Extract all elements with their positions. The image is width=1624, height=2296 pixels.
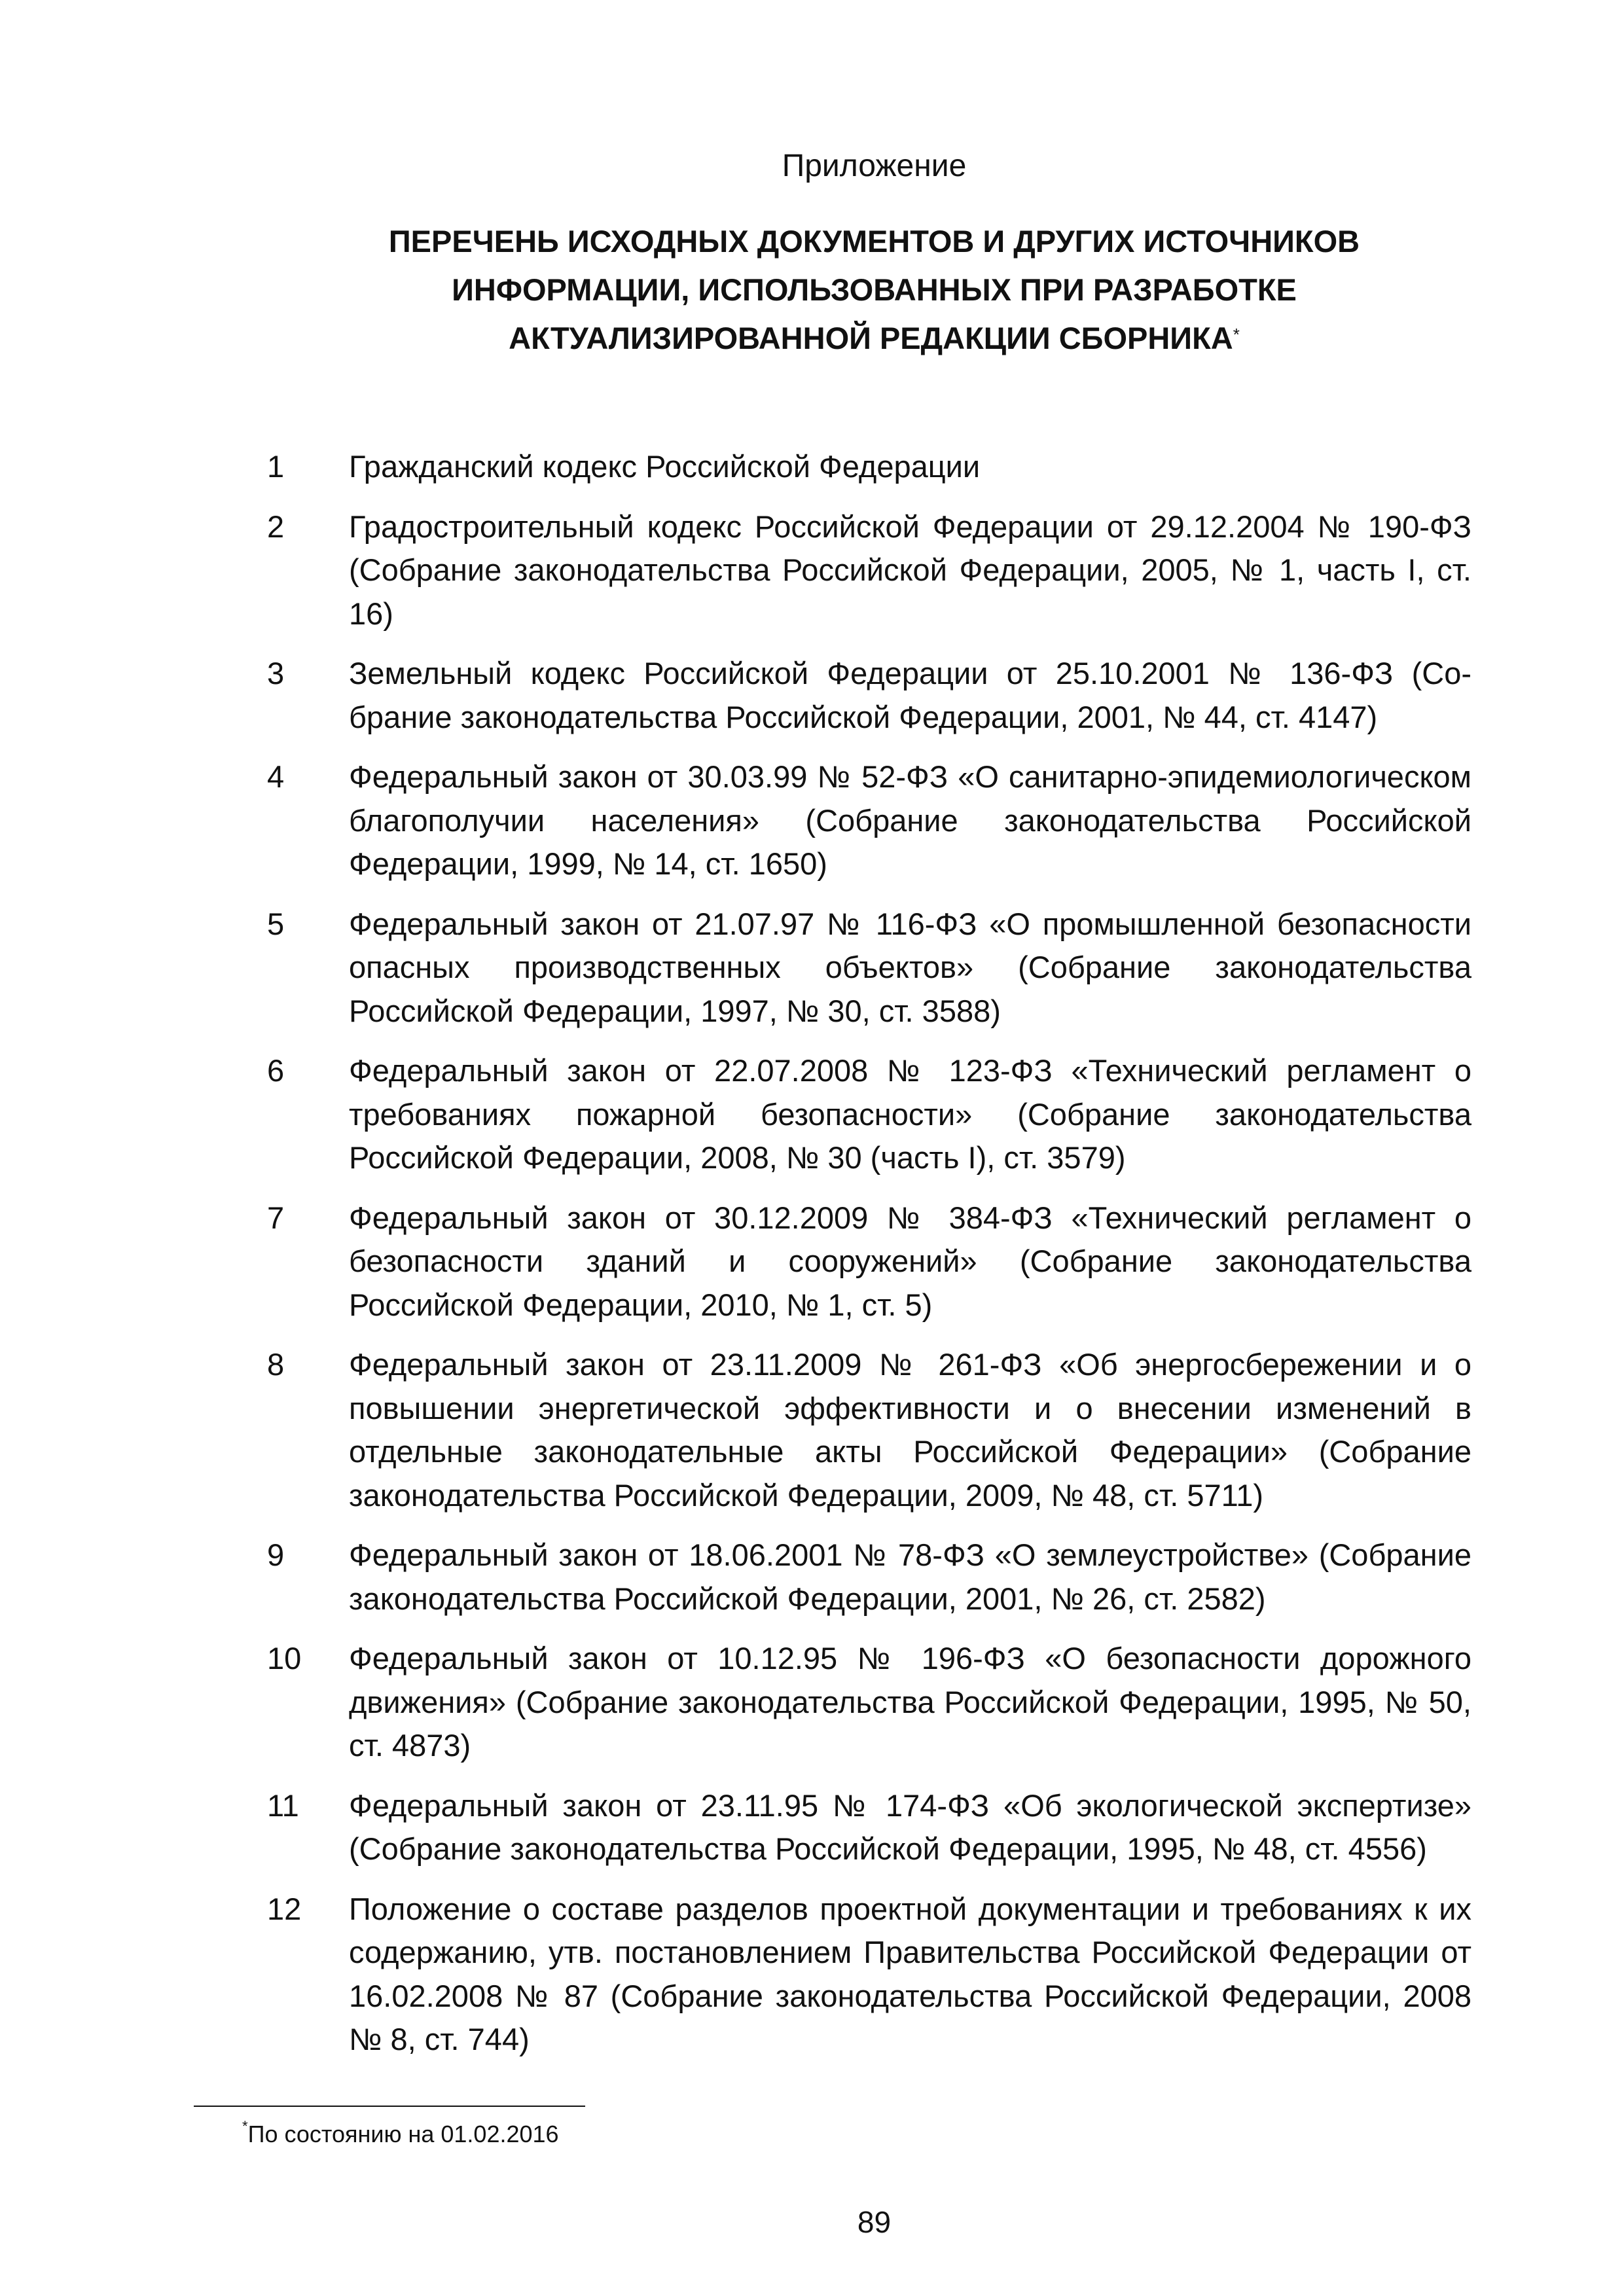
footnote-divider <box>194 2106 585 2107</box>
list-item-number: 9 <box>267 1537 285 1572</box>
list-item <box>267 903 1471 1033</box>
list-item-number: 3 <box>267 656 285 691</box>
footnote-mark: * <box>242 2118 248 2134</box>
footnote-text: По состоянию на 01.02.2016 <box>247 2121 559 2147</box>
title-footnote-mark: * <box>1233 325 1240 344</box>
list-item-number: 5 <box>267 906 285 941</box>
list-item <box>267 1784 1471 1871</box>
list-item-text: Положение о составе разделов проектной документации и требованиях к их содержанию, утв. постановлением Правительства Российской Федерации от 16.02.2008 № 87 (Собрание законодательства Российской Федерации, 2008 № 8, ст. 744) <box>349 1891 1471 2056</box>
list-item-text: Федеральный закон от 10.12.95 № 196-ФЗ «О безопасности дорожного движения» (Собрание законодательства Российской Федерации, 1995, № 50, ст. 4873) <box>349 1641 1471 1763</box>
list-item <box>267 652 1471 739</box>
footnote <box>242 2118 559 2148</box>
list-item-text: Федеральный закон от 23.11.2009 № 261-ФЗ «Об энергосбережении и о повышении энергетической эффективности и о внесении изменений в отдельные законодательные акты Российской Федерации» (Собрание законодательства Российской Федерации, 2009, № 48, ст. 5711) <box>349 1347 1471 1513</box>
list-item-text: Федеральный закон от 22.07.2008 № 123-ФЗ «Технический регламент о требованиях пожарной безопасности» (Собрание законодательства Российской Федерации, 2008, № 30 (часть I), ст. 3579) <box>349 1053 1471 1175</box>
list-item-text: Гражданский кодекс Российской Федерации <box>349 449 981 484</box>
page-number: 89 <box>857 2205 892 2239</box>
title-line-3 <box>124 314 1624 363</box>
list-item-number: 2 <box>267 509 285 544</box>
list-item-number: 6 <box>267 1053 285 1088</box>
list-item <box>267 1049 1471 1180</box>
list-item <box>267 1637 1471 1768</box>
list-item-text: Градостроительный кодекс Российской Федерации от 29.12.2004 № 190-ФЗ (Собрание законодательства Российской Федерации, 2005, № 1, часть I, ст. 16) <box>349 509 1471 631</box>
list-item <box>267 1888 1471 2062</box>
list-item-number: 4 <box>267 759 285 794</box>
list-item <box>267 1196 1471 1327</box>
list-item-text: Федеральный закон от 18.06.2001 № 78-ФЗ «О землеустройстве» (Собрание законодательства Российской Федерации, 2001, № 26, ст. 2582) <box>349 1537 1471 1616</box>
list-item-text: Федеральный закон от 21.07.97 № 116-ФЗ «О промышленной безопасности опасных производственных объектов» (Собрание законодательства Российской Федерации, 1997, № 30, ст. 3588) <box>349 906 1471 1028</box>
list-item <box>267 445 1471 489</box>
list-item-number: 12 <box>267 1891 302 1926</box>
list-item <box>267 505 1471 636</box>
source-list <box>267 445 1471 2078</box>
title-line-1: ПЕРЕЧЕНЬ ИСХОДНЫХ ДОКУМЕНТОВ И ДРУГИХ ИСТОЧНИКОВ <box>388 224 1360 259</box>
list-item-number: 10 <box>267 1641 302 1676</box>
list-item <box>267 1343 1471 1517</box>
list-item-number: 11 <box>267 1787 299 1823</box>
title-line-2: ИНФОРМАЦИИ, ИСПОЛЬЗОВАННЫХ ПРИ РАЗРАБОТКЕ <box>452 272 1297 307</box>
list-item-text: Земельный кодекс Российской Федерации от 25.10.2001 № 136-ФЗ (Собрание законодательства Российской Федерации, 2001, № 44, ст. 4147) <box>349 656 1471 734</box>
appendix-label: Приложение <box>782 149 967 183</box>
list-item <box>267 755 1471 886</box>
title-line-3-text: АКТУАЛИЗИРОВАННОЙ РЕДАКЦИИ СБОРНИКА <box>509 321 1233 355</box>
list-item-number: 8 <box>267 1347 285 1382</box>
list-item-number: 7 <box>267 1200 285 1235</box>
list-item <box>267 1534 1471 1621</box>
list-item-text: Федеральный закон от 30.12.2009 № 384-ФЗ «Технический регламент о безопасности зданий и сооружений» (Собрание законодательства Российской Федерации, 2010, № 1, ст. 5) <box>349 1200 1471 1322</box>
list-item-text: Федеральный закон от 23.11.95 № 174-ФЗ «Об экологической экспертизе» (Собрание законодательства Российской Федерации, 1995, № 48, ст. 4556) <box>349 1787 1471 1866</box>
page-title <box>0 217 1624 363</box>
list-item-number: 1 <box>267 449 285 484</box>
list-item-text: Федеральный закон от 30.03.99 № 52-ФЗ «О санитарно-эпидемиологическом благополучии населения» (Собрание законодательства Российской Федерации, 1999, № 14, ст. 1650) <box>349 759 1471 881</box>
